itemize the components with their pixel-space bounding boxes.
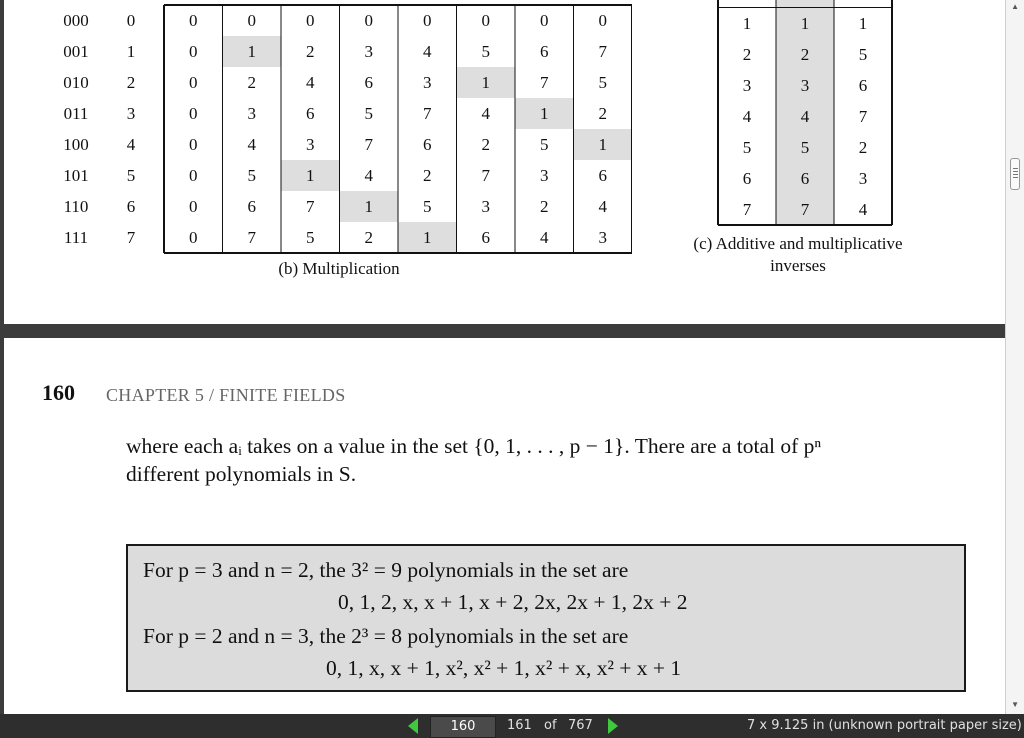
multiplication-cell: 4	[598, 196, 607, 216]
previous-page-icon[interactable]	[408, 718, 418, 734]
multiplication-cell: 7	[306, 196, 315, 216]
multiplication-cell: 2	[247, 72, 256, 92]
multiplication-cell: 2	[481, 134, 490, 154]
paragraph-line-1: where each aᵢ takes on a value in the set {0, 1, . . . , p − 1}. There are a total of pⁿ	[126, 434, 822, 458]
next-page-icon[interactable]	[608, 718, 618, 734]
multiplication-cell: 0	[364, 10, 373, 30]
of-label: of	[544, 718, 557, 733]
inverse-cell: 4	[776, 101, 834, 132]
inverse-cell: 6	[858, 75, 868, 95]
binary-row-label: 110	[63, 196, 89, 216]
inverse-cell: 7	[742, 199, 752, 219]
status-bar	[0, 714, 1024, 738]
inverse-cell: 3	[858, 168, 868, 188]
multiplication-cell: 4	[423, 41, 432, 61]
multiplication-cell: 2	[364, 227, 373, 247]
decimal-row-label: 0	[126, 10, 136, 30]
decimal-row-label: 6	[126, 196, 136, 216]
scroll-down-arrow-icon[interactable]: ▼	[1011, 700, 1019, 709]
body-paragraph	[126, 432, 974, 488]
multiplication-cell: 1	[574, 129, 633, 160]
binary-row-label: 100	[63, 134, 89, 154]
example-line-1: For p = 3 and n = 2, the 3² = 9 polynomials in the set are	[143, 558, 629, 582]
inverse-cell: 5	[776, 132, 834, 163]
multiplication-cell: 3	[423, 72, 432, 92]
multiplication-cell: 0	[189, 227, 198, 247]
multiplication-cell: 3	[598, 227, 607, 247]
scroll-up-arrow-icon[interactable]: ▲	[1011, 2, 1019, 11]
multiplication-cell: 0	[189, 196, 198, 216]
multiplication-cell: 5	[481, 41, 490, 61]
multiplication-cell: 5	[423, 196, 432, 216]
multiplication-cell: 0	[189, 10, 198, 30]
paragraph-line-2: different polynomials in S.	[126, 462, 357, 486]
inverse-cell: 1	[858, 13, 868, 33]
example-box	[126, 544, 966, 692]
multiplication-cell: 5	[247, 165, 256, 185]
vertical-scrollbar[interactable]	[1005, 0, 1024, 714]
multiplication-cell: 7	[364, 134, 373, 154]
multiplication-cell: 4	[364, 165, 373, 185]
multiplication-cell: 6	[247, 196, 256, 216]
multiplication-cell: 7	[598, 41, 607, 61]
multiplication-cell: 1	[515, 98, 574, 129]
example-line-2: 0, 1, 2, x, x + 1, x + 2, 2x, 2x + 1, 2x + 2	[338, 590, 688, 614]
inverse-cell: 2	[742, 44, 752, 64]
current-page-input[interactable]: 160	[430, 716, 496, 738]
multiplication-cell: 6	[423, 134, 432, 154]
inverse-cell: 5	[742, 137, 752, 157]
inverse-cell: 2	[858, 137, 868, 157]
multiplication-cell: 0	[189, 134, 198, 154]
multiplication-cell: 1	[340, 191, 399, 222]
multiplication-cell: 0	[189, 41, 198, 61]
multiplication-cell: 0	[306, 10, 315, 30]
multiplication-cell: 2	[423, 165, 432, 185]
multiplication-cell: 7	[423, 103, 432, 123]
binary-row-label: 101	[63, 165, 89, 185]
binary-row-label: 010	[63, 72, 89, 92]
multiplication-cell: 2	[540, 196, 549, 216]
multiplication-cell: 7	[481, 165, 490, 185]
multiplication-cell: 1	[223, 36, 282, 67]
multiplication-cell: 0	[189, 103, 198, 123]
scrollbar-thumb[interactable]	[1010, 158, 1020, 190]
binary-row-label: 000	[63, 10, 89, 30]
decimal-row-label: 4	[126, 134, 136, 154]
multiplication-cell: 5	[364, 103, 373, 123]
multiplication-cell: 3	[247, 103, 256, 123]
example-line-3: For p = 2 and n = 3, the 2³ = 8 polynomials in the set are	[143, 624, 629, 648]
binary-row-label: 011	[63, 103, 89, 123]
decimal-row-label: 1	[126, 41, 136, 61]
multiplication-cell: 7	[540, 72, 549, 92]
multiplication-cell: 5	[598, 72, 607, 92]
inverse-cell: 7	[858, 106, 868, 126]
inverses-caption-line2: inverses	[770, 256, 826, 275]
multiplication-cell: 4	[247, 134, 256, 154]
multiplication-cell: 6	[306, 103, 315, 123]
multiplication-cell: 3	[481, 196, 490, 216]
inverse-cell: 4	[858, 199, 868, 219]
example-line-4: 0, 1, x, x + 1, x², x² + 1, x² + x, x² + x + 1	[326, 656, 682, 680]
pdf-page-previous	[4, 0, 1006, 324]
multiplication-cell: 3	[540, 165, 549, 185]
multiplication-cell: 0	[189, 72, 198, 92]
inverse-cell: 3	[742, 75, 752, 95]
multiplication-cell: 0	[423, 10, 432, 30]
paper-size-label: 7 x 9.125 in (unknown portrait paper size)	[747, 718, 1022, 733]
multiplication-cell: 7	[247, 227, 256, 247]
decimal-row-label: 5	[126, 165, 136, 185]
multiplication-cell: 6	[540, 41, 549, 61]
next-page-number: 161	[507, 718, 532, 733]
multiplication-cell: 6	[481, 227, 490, 247]
multiplication-cell: 4	[306, 72, 315, 92]
page-number: 160	[42, 380, 75, 405]
inverse-cell: 6	[776, 163, 834, 194]
multiplication-cell: 0	[598, 10, 607, 30]
multiplication-table	[160, 4, 632, 254]
multiplication-cell: 0	[189, 165, 198, 185]
decimal-row-label: 2	[126, 72, 136, 92]
inverse-cell: 7	[776, 194, 834, 225]
multiplication-cell: 4	[481, 103, 490, 123]
inverse-cell: 3	[776, 70, 834, 101]
inverse-cell: 6	[742, 168, 752, 188]
inverse-cell: 4	[742, 106, 752, 126]
inverses-table	[714, 0, 896, 228]
multiplication-cell: 4	[540, 227, 549, 247]
total-pages: 767	[568, 718, 593, 733]
inverse-cell: 5	[858, 44, 868, 64]
multiplication-cell: 2	[598, 103, 607, 123]
decimal-row-label: 3	[126, 103, 136, 123]
multiplication-cell: 5	[540, 134, 549, 154]
inverse-cell: 1	[776, 8, 834, 39]
decimal-row-label: 7	[126, 227, 136, 247]
multiplication-cell: 6	[598, 165, 607, 185]
multiplication-cell: 3	[364, 41, 373, 61]
inverse-cell: 1	[742, 13, 752, 33]
multiplication-cell: 0	[540, 10, 549, 30]
multiplication-cell: 5	[306, 227, 315, 247]
chapter-header: CHAPTER 5 / FINITE FIELDS	[106, 385, 346, 405]
binary-row-label: 001	[63, 41, 89, 61]
multiplication-cell: 1	[281, 160, 340, 191]
binary-row-label: 111	[63, 227, 89, 247]
multiplication-cell: 1	[398, 222, 457, 253]
multiplication-cell: 6	[364, 72, 373, 92]
multiplication-cell: 0	[247, 10, 256, 30]
multiplication-cell: 0	[481, 10, 490, 30]
multiplication-cell: 2	[306, 41, 315, 61]
multiplication-cell: 1	[457, 67, 516, 98]
inverses-caption-line1: (c) Additive and multiplicative	[693, 234, 903, 253]
multiplication-cell: 3	[306, 134, 315, 154]
inverse-cell: 2	[776, 39, 834, 70]
multiplication-caption: (b) Multiplication	[278, 259, 400, 278]
